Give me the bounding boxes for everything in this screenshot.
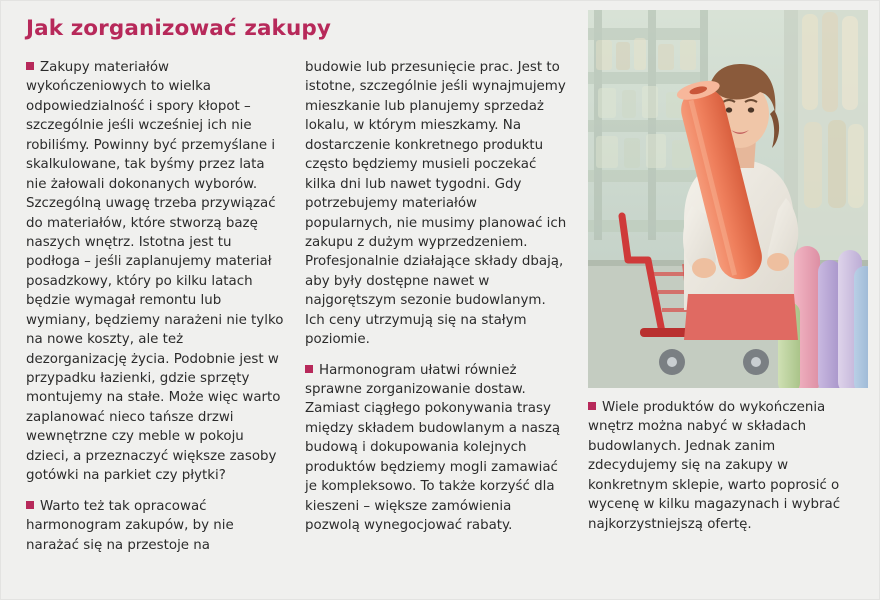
page-title: Jak zorganizować zakupy bbox=[26, 16, 331, 41]
paragraph bbox=[305, 361, 567, 536]
square-bullet-icon bbox=[588, 402, 596, 410]
store-photo-illustration bbox=[588, 10, 868, 388]
paragraph-text: Warto też tak opracować harmonogram zakupów, by nie narażać się na przestoje na bbox=[26, 498, 234, 553]
column-right bbox=[588, 398, 854, 534]
paragraph-text: Wiele produktów do wykończenia wnętrz można nabyć w składach budowlanych. Jednak zanim zdecydujemy się na zakupy w konkretnym sklepie, warto poprosić o wycenę w kilku magazynach i wybrać najkorzystniejszą ofertę. bbox=[588, 400, 841, 532]
paragraph-text: Zakupy materiałów wykończeniowych to wielka odpowiedzialność i spory kłopot – szczególnie jeśli wcześniej ich nie robiliśmy. Powinny być przemyślane i skalkulowane, tak byśmy przez lata nie żałowali dokonanych wyborów. Szczególną uwagę trzeba przywiązać do materiałów, które stworzą bazę naszych wnętrz. Istotna jest tu podłoga – jeśli zaplanujemy materiał posadzkowy, który po kilku latach będzie wymagał remontu lub wymiany, będziemy narażeni nie tylko na nowe koszty, ale też dezorganizację życia. Podobnie jest w przypadku łazienki, gdzie sprzęty montujemy na stałe. Może więc warto zaplanować nieco tańsze drzwi wewnętrzne czy meble w pokoju dzieci, a przeznaczyć większe zasoby gotówki na parkiet czy płytki? bbox=[26, 60, 284, 484]
square-bullet-icon bbox=[26, 62, 34, 70]
square-bullet-icon bbox=[305, 365, 313, 373]
square-bullet-icon bbox=[26, 501, 34, 509]
paragraph bbox=[305, 58, 567, 350]
article-photo bbox=[588, 10, 868, 388]
paragraph bbox=[26, 58, 284, 486]
paragraph bbox=[26, 497, 284, 555]
column-left bbox=[26, 58, 284, 555]
paragraph-text: Harmonogram ułatwi również sprawne zorganizowanie dostaw. Zamiast ciągłego pokonywania trasy między składem budowlanym a naszą budową i dokupowania kolejnych produktów będziemy mogli zamawiać je kompleksowo. To także korzyść dla kieszeni – większe zamówienia pozwolą wynegocjować rabaty. bbox=[305, 362, 561, 534]
paragraph-text: budowie lub przesunięcie prac. Jest to istotne, szczególnie jeśli wynajmujemy mieszkanie lub planujemy sprzedaż lokalu, w którym mieszkamy. Na dostarczenie konkretnego produktu często będziemy musieli poczekać kilka dni lub nawet tygodni. Gdy potrzebujemy materiałów popularnych, nie musimy planować ich zakupu z dużym wyprzedzeniem. Profesjonalnie działające składy dbają, aby były dostępne nawet w najgorętszym sezonie budowlanym. Ich ceny utrzymują się na stałym poziomie. bbox=[305, 60, 567, 348]
column-middle bbox=[305, 58, 567, 536]
paragraph bbox=[588, 398, 854, 534]
